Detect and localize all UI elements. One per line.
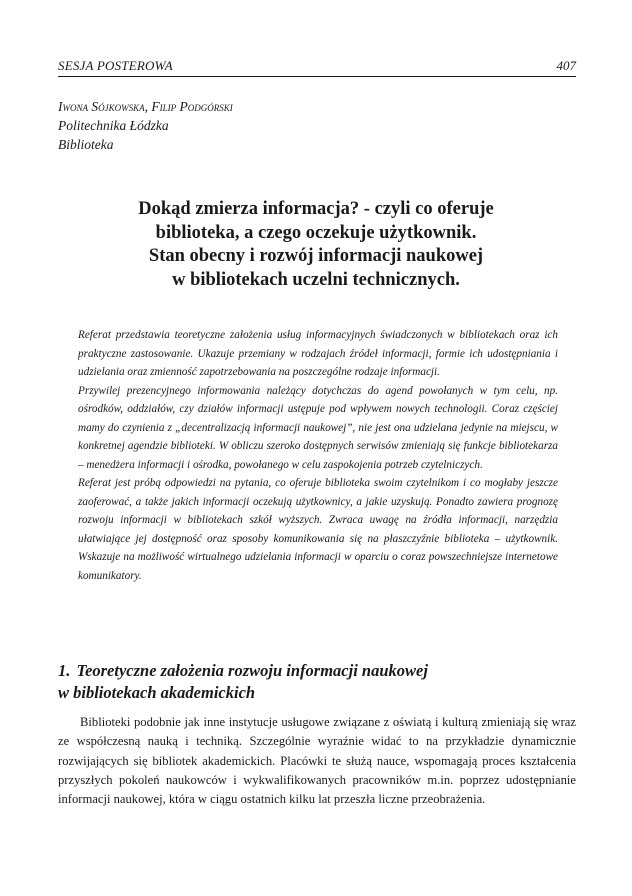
body-text [58, 713, 576, 809]
abstract-paragraph: Referat przedstawia teoretyczne założenia usług informacyjnych świadczonych w bibliotekach oraz ich praktyczne zastosowanie. Ukazuje przemiany w rodzajach źródeł informacji, formie ich udostępniania i udzielania oraz zmienność zapotrzebowania na poszczególne rodzaje informacji. [78, 329, 558, 378]
author-names: Iwona Sójkowska, Filip Podgórski [58, 99, 233, 114]
section-number: 1. [58, 661, 71, 680]
section-title-line: Teoretyczne założenia rozwoju informacji naukowej [76, 661, 428, 680]
body-paragraph: Biblioteki podobnie jak inne instytucje usługowe związane z oświatą i kulturą zmieniają się wraz ze współczesną nauką i techniką. Szczególnie wyraźnie widać to na przykładzie dynamicznie rozwijających się bibliotek akademickich. Placówki te służą nauce, wspomagają proces kształcenia przyszłych pokoleń naukowców i wykwalifikowanych pracowników m.in. poprzez udostępnianie informacji naukowej, która w ciągu ostatnich kilku lat przeszła liczne przeobrażenia. [58, 715, 576, 807]
abstract [78, 326, 558, 585]
author-block [58, 97, 233, 154]
section-series-label: SESJA POSTEROWA [58, 58, 173, 73]
section-heading [58, 660, 576, 703]
abstract-paragraph: Referat jest próbą odpowiedzi na pytania, co oferuje biblioteka swoim czytelnikom i co mogłaby jeszcze zaoferować, a także jakich informacji oczekują użytkownicy, a jakie uzyskują. Ponadto zawiera prognozę rozwoju informacji w bibliotekach szkół wyższych. Zwraca uwagę na źródła informacji, narzędzia ułatwiające jej dostępność oraz sposoby komunikowania się na płaszczyźnie biblioteka – użytkownik. Wskazuje na możliwość wirtualnego udzielania informacji w oparciu o coraz powszechniejsze internetowe komunikatory. [78, 477, 558, 582]
author-unit: Biblioteka [58, 137, 114, 152]
header-divider [58, 76, 576, 77]
title-line: w bibliotekach uczelni technicznych. [172, 269, 460, 290]
section-title-line: w bibliotekach akademickich [58, 682, 256, 702]
abstract-paragraph: Przywilej prezencyjnego informowania należący dotychczas do agend powołanych w tym celu, np. ośrodków, oddziałów, czy działów informacji ustępuje pod wpływem nowych technologii. Coraz częściej mamy do czynienia z „decentralizacją informacji naukowej”, nie jest ona udzielana jedynie na miejscu, w konkretnej agendzie biblioteki. W obliczu szeroko dostępnych serwisów zmieniają się funkcje bibliotekarza – menedżera informacji i ośrodka, powołanego w celu zaspokojenia potrzeb czytelniczych. [78, 384, 558, 471]
page-number: 407 [556, 58, 576, 73]
title-line: Stan obecny i rozwój informacji naukowej [148, 246, 484, 266]
running-header [58, 58, 576, 76]
title-line: Dokąd zmierza informacja? - czyli co oferuje [138, 199, 494, 219]
paper-title [70, 198, 562, 292]
title-line: biblioteka, a czego oczekuje użytkownik. [155, 222, 477, 243]
author-institution: Politechnika Łódzka [58, 118, 169, 133]
